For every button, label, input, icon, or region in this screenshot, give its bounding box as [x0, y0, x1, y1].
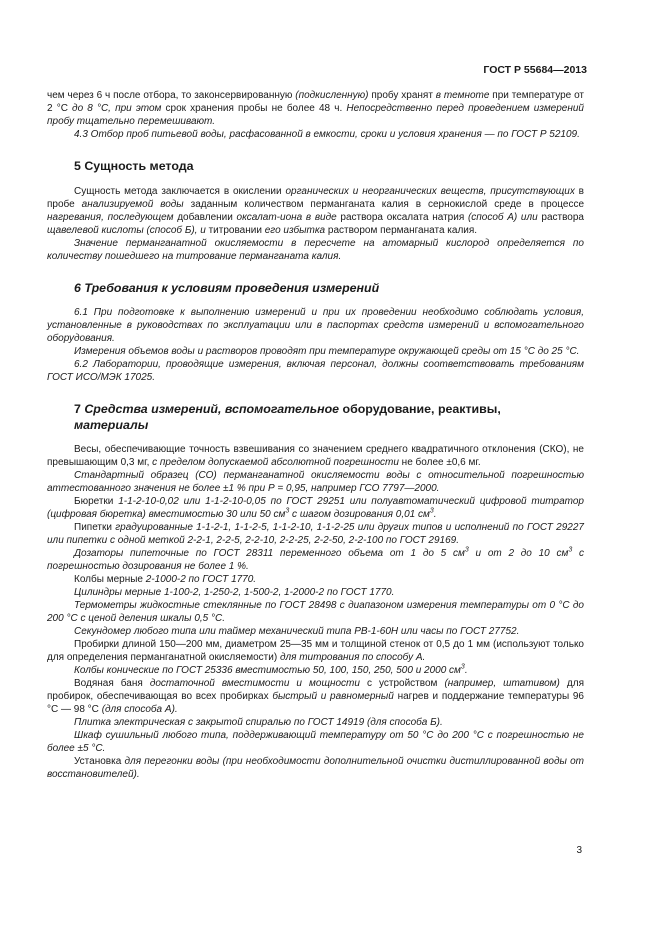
paragraph: Дозаторы пипеточные по ГОСТ 28311 переменного объема от 1 до 5 $см^3$ и от 2 до 10 $см^3$ с погрешностью дозирования не более 1 %.: [47, 546, 585, 572]
section-heading: 5 Сущность метода: [74, 159, 194, 173]
paragraph: Сущность метода заключается в окислении органических и неорганических веществ, присутствующих в пробе анализируемой воды заданным количеством перманганата калия в сернокислой среде в процессе нагревания, последующем добавлении оксалат-иона в виде раствора оксалата натрия (способ А) или раствора щавелевой кислоты (способ Б), и титровании его избытка раствором перманганата калия.: [47, 185, 584, 236]
page-content: [47, 89, 584, 781]
paragraph: Цилиндры мерные 1-100-2, 1-250-2, 1-500-2, 1-2000-2 по ГОСТ 1770.: [74, 587, 395, 598]
paragraph: Стандартный образец (СО) перманганатной окисляемости воды с относительной погрешностью аттестованного значения не более ±1 % при Р = 0,95, например ГСО 7797—2000.: [47, 470, 584, 494]
paragraph: 6.1 При подготовке к выполнению измерений и при их проведении необходимо соблюдать условия, установленные в руководствах по эксплуатации или в паспортах средств измерений и вспомогательного оборудования.: [47, 307, 584, 344]
paragraph: чем через 6 ч после отбора, то законсервированную (подкисленную) пробу хранят в темноте при температуре от 2 °С до 8 °С, при этом срок хранения пробы не более 48 ч. Непосредственно перед проведением измерений пробу тщательно перемешивают.: [47, 90, 584, 127]
paragraph: Колбы конические по ГОСТ 25336 вместимостью 50, 100, 150, 250, 500 и 2000 $см^3$.: [74, 663, 468, 676]
paragraph: Весы, обеспечивающие точность взвешивания со значением среднего квадратичного отклонения (СКО), не превышающим 0,3 мг, с пределом допускаемой абсолютной погрешности не более ±0,6 мг.: [47, 444, 584, 468]
paragraph: Пробирки длиной 150—200 мм, диаметром 25—35 мм и толщиной стенок от 0,5 до 1 мм (используют только для определения перманганатной окисляемости) для титрования по способу А.: [47, 639, 584, 663]
page-number: 3: [576, 845, 582, 856]
paragraph: 4.3 Отбор проб питьевой воды, расфасованной в емкости, сроки и условия хранения — по ГОСТ Р 52109.: [74, 129, 580, 140]
paragraph: Пипетки градуированные 1-1-2-1, 1-1-2-5, 1-1-2-10, 1-1-2-25 или других типов и исполнений по ГОСТ 29227 или пипетки с одной меткой 2-2-1, 2-2-5, 2-2-10, 2-2-25, 2-2-50, 2-2-100 по ГОСТ 29169.: [47, 522, 584, 546]
document-code: ГОСТ Р 55684—2013: [483, 64, 587, 76]
paragraph: Шкаф сушильный любого типа, поддерживающий температуру от 50 °С до 200 °С с погрешностью не более ±5 °С.: [47, 730, 584, 754]
paragraph: Измерения объемов воды и растворов проводят при температуре окружающей среды от 15 °С до 25 °С.: [74, 346, 580, 357]
section-heading: 6 Требования к условиям проведения измерений: [74, 280, 380, 295]
paragraph: 6.2 Лаборатории, проводящие измерения, включая персонал, должны соответствовать требованиям ГОСТ ИСО/МЭК 17025.: [47, 359, 584, 383]
paragraph: Бюретки 1-1-2-10-0,02 или 1-1-2-10-0,05 по ГОСТ 29251 или полуавтоматический цифровой титратор (цифровая бюретка) вместимостью 30 или 50 $см^3$ с шагом дозирования 0,01 $см^3$.: [47, 496, 584, 520]
paragraph: Установка для перегонки воды (при необходимости дополнительной очистки дистиллированной воды от восстановителей).: [47, 756, 585, 780]
paragraph: Плитка электрическая с закрытой спиралью по ГОСТ 14919 (для способа Б).: [74, 717, 443, 728]
paragraph: Водяная баня достаточной вместимости и мощности с устройством (например, штативом) для пробирок, обеспечивающая во всех пробирках быстрый и равномерный нагрев и поддержание температуры 96 °С — 98 °С (для способа А).: [47, 678, 584, 715]
paragraph: Значение перманганатной окисляемости в пересчете на атомарный кислород определяется по количеству пошедшего на титрование перманганата калия.: [47, 237, 584, 262]
paragraph: Колбы мерные 2-1000-2 по ГОСТ 1770.: [74, 574, 257, 585]
section-heading: 7 Средства измерений, вспомогательное оборудование, реактивы, материалы: [74, 402, 501, 432]
paragraph: Секундомер любого типа или таймер механический типа РВ-1-60Н или часы по ГОСТ 27752.: [74, 626, 520, 637]
paragraph: Термометры жидкостные стеклянные по ГОСТ 28498 с диапазоном измерения температуры от 0 °С до 200 °С с ценой деления шкалы 0,5 °С.: [47, 600, 584, 624]
